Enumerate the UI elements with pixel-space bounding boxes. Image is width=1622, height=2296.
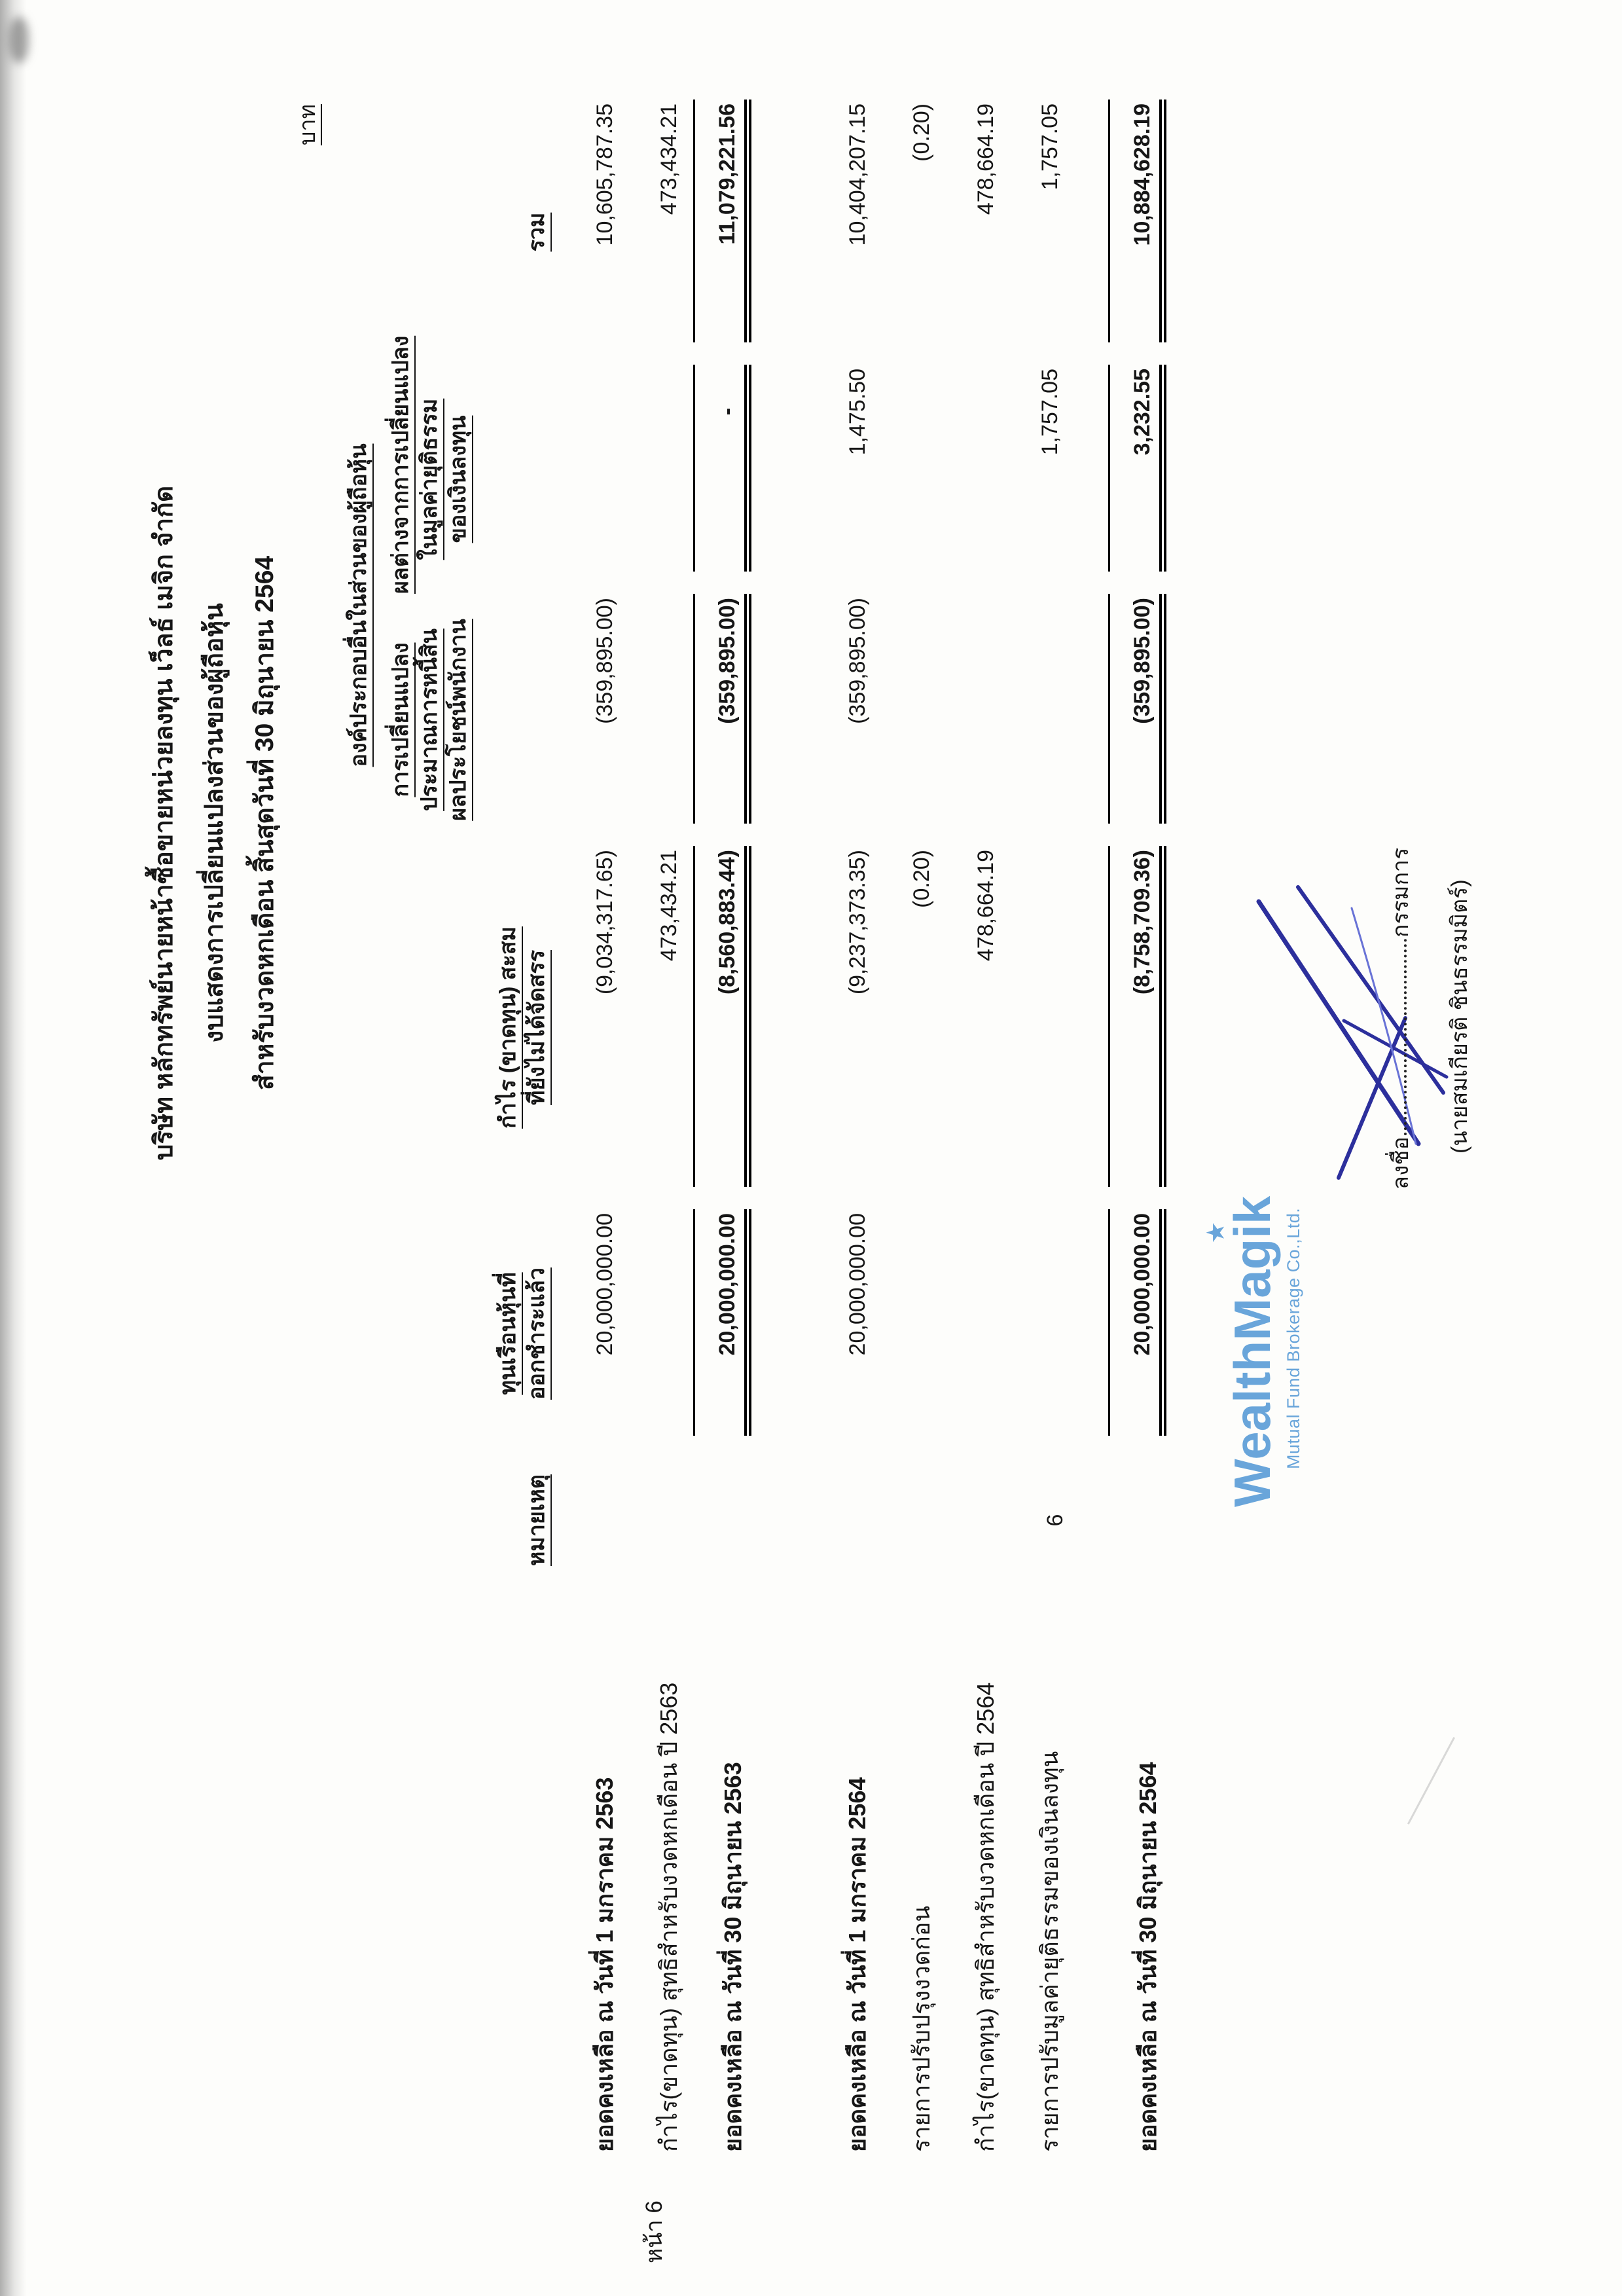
signature-line <box>1382 847 1418 1190</box>
column-header-share-capital: ทุนเรือนหุ้นที่ ออกชำระแล้ว <box>496 1267 549 1400</box>
wealthmagik-logo <box>1202 1193 1304 1507</box>
spacer-row <box>751 100 812 2152</box>
table-row-fair-value-adjustment: รายการปรับมูลค่ายุติธรรมของเงินลงทุน 6 1,757.05 1,757.05 <box>1004 100 1068 2152</box>
column-header-employee-benefit-provision: การเปลี่ยนแปลง ประมาณการหนี้สิน ผลประโยชน์พนักงาน <box>388 619 471 821</box>
table-row-balance-30jun2563: ยอดคงเหลือ ณ วันที่ 30 มิถุนายน 2563 20,000,000.00 (8,560,883.44) (359,895.00) - 11,079,221.56 <box>687 100 751 2152</box>
wealthmagik-logo-subtitle: Mutual Fund Brokerage Co.,Ltd. <box>1284 1207 1303 1469</box>
signature-dotted-line <box>1384 939 1407 1135</box>
handwritten-signature <box>1247 882 1463 1190</box>
scan-corner-smudge <box>9 17 29 63</box>
column-header-fair-value-difference: ผลต่างจากการเปลี่ยนแปลง ในมูลค่ายุติธรรม ของเงินลงทุน <box>388 335 471 594</box>
column-header-row <box>384 100 559 2152</box>
signer-role: กรรมการ <box>1388 847 1413 938</box>
note-reference: 6 <box>1043 1514 1068 1527</box>
table-row-prior-period-adjustment: รายการปรับปรุงงวดก่อน (0.20) (0.20) <box>908 103 935 2152</box>
column-header-total: รวม <box>524 212 549 252</box>
column-group-other-components: องค์ประกอบอื่นในส่วนของผู้ถือหุ้น <box>346 443 371 767</box>
table-row-balance-1jan2564: ยอดคงเหลือ ณ วันที่ 1 มกราคม 2564 20,000,000.00 (9,237,373.35) (359,895.00) 1,475.50 10,404,207.15 <box>844 103 871 2152</box>
currency-unit-label: บาท <box>295 104 320 146</box>
equity-changes-table <box>340 100 1166 2152</box>
table-row-balance-1jan2563: ยอดคงเหลือ ณ วันที่ 1 มกราคม 2563 20,000,000.00 (9,034,317.65) (359,895.00) 10,605,787.35 <box>591 103 618 2152</box>
company-name: บริษัท หลักทรัพย์นายหน้าซื้อขายหน่วยลงทุน เว็ลธ์ เมจิก จำกัด <box>150 485 178 1161</box>
table-row-balance-30jun2564: ยอดคงเหลือ ณ วันที่ 30 มิถุนายน 2564 20,000,000.00 (8,758,709.36) (359,895.00) 3,232.55 10,884,628.19 <box>1068 100 1166 2152</box>
column-header-notes: หมายเหตุ <box>524 1474 549 1566</box>
group-header-row <box>340 100 384 2152</box>
table-row-profit-h1-2564: กำไร(ขาดทุน) สุทธิสำหรับงวดหกเดือน ปี 2564 478,664.19 478,664.19 <box>972 103 999 2152</box>
star-icon: ★ <box>1202 1221 1230 1244</box>
statement-title: งบแสดงการเปลี่ยนแปลงส่วนของผู้ถือหุ้น <box>200 603 228 1043</box>
statement-period: สำหรับงวดหกเดือน สิ้นสุดวันที่ 30 มิถุนายน 2564 <box>251 555 279 1091</box>
table-row-profit-h1-2563: กำไร(ขาดทุน) สุทธิสำหรับงวดหกเดือน ปี 2563 473,434.21 473,434.21 <box>655 103 682 2152</box>
sign-label: ลงชื่อ <box>1388 1137 1413 1190</box>
column-header-retained-earnings: กำไร (ขาดทุน) สะสม ที่ยังไม่ได้จัดสรร <box>496 926 549 1129</box>
scan-edge-shadow <box>0 0 26 2296</box>
wealthmagik-logo-text: WealthMag ★ ik <box>1202 1195 1281 1507</box>
page-number: หน้า 6 <box>641 2200 667 2263</box>
signer-name: (นายสมเกียรติ ชินธรรมมิตร์) <box>1447 879 1472 1154</box>
document-header <box>139 70 290 1576</box>
